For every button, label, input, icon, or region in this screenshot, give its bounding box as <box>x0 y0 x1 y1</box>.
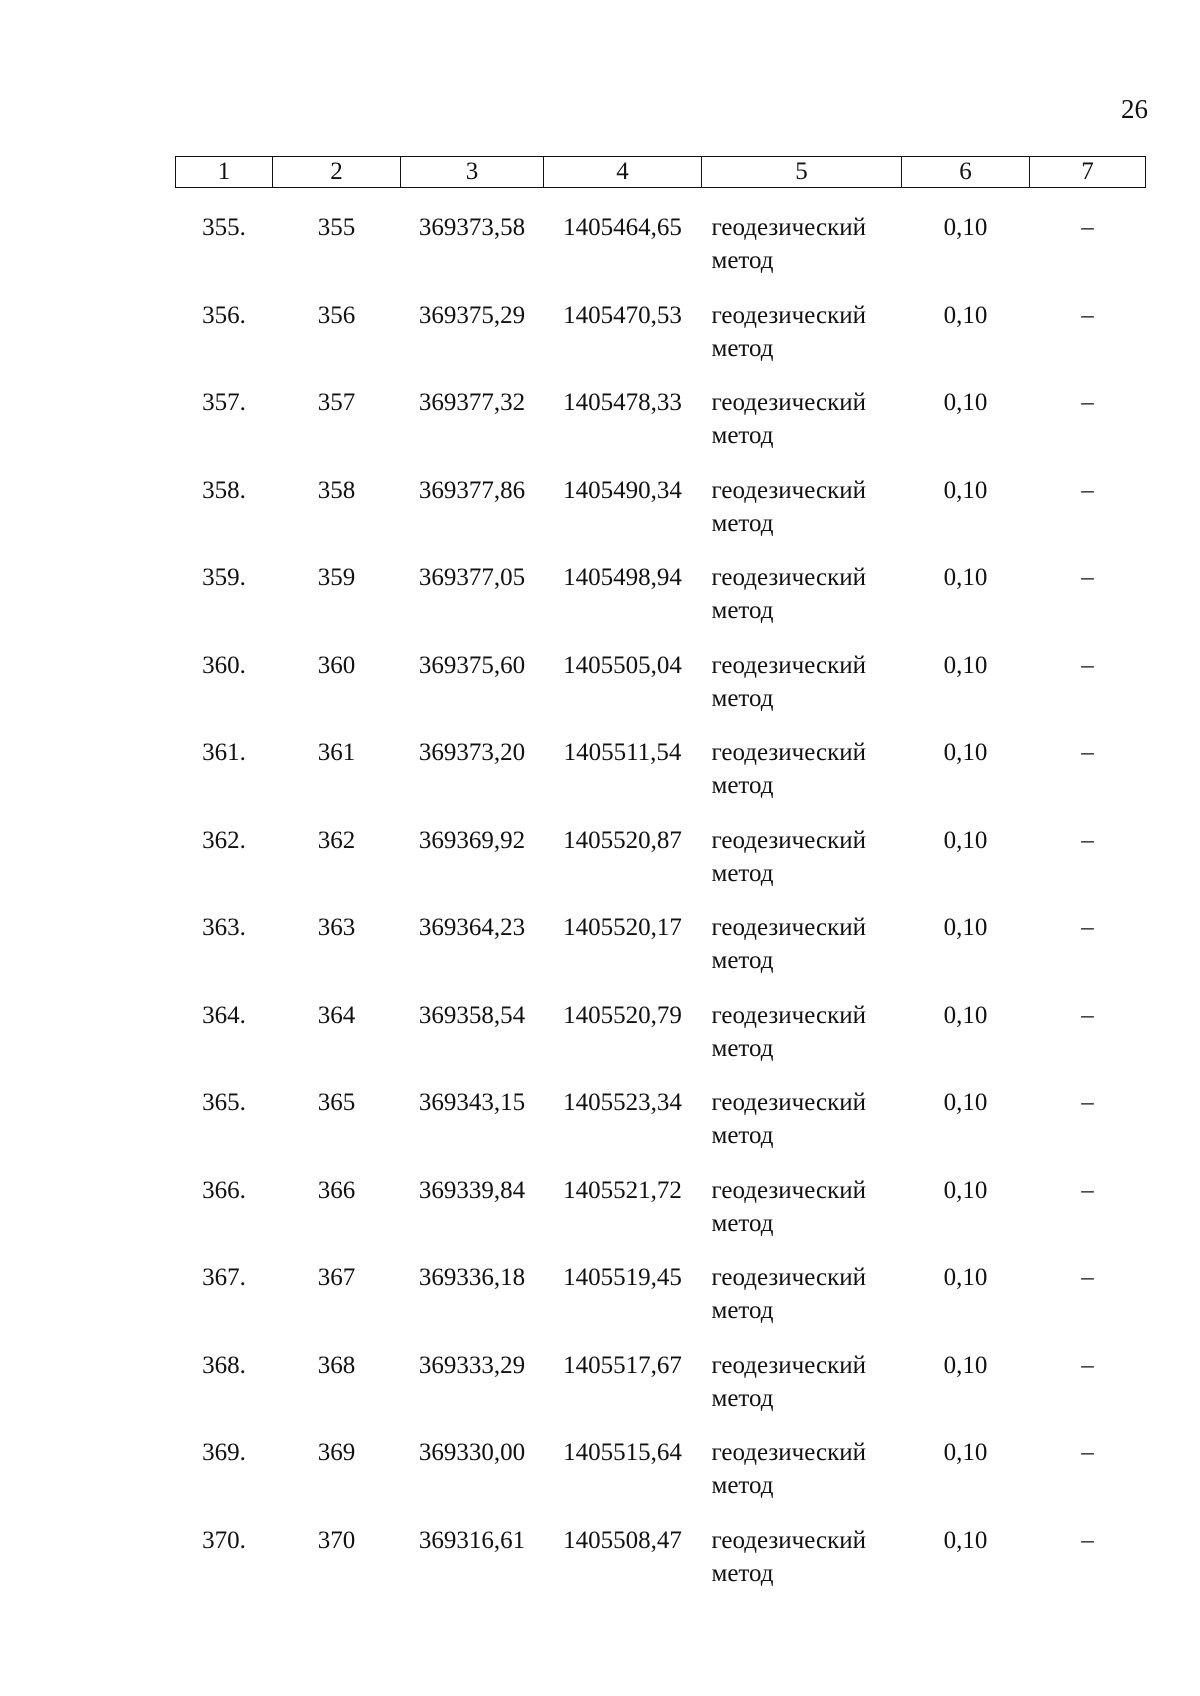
note: – <box>1081 1526 1094 1554</box>
point-number: 361 <box>317 739 356 766</box>
coordinate-y: 1405464,65 <box>563 214 682 241</box>
note: – <box>1081 1264 1094 1291</box>
coordinate-x-cell <box>401 824 544 912</box>
accuracy-cell <box>902 188 1030 299</box>
accuracy: 0,10 <box>943 214 988 241</box>
accuracy: 0,10 <box>943 1351 988 1379</box>
coordinate-y: 1405511,54 <box>563 739 682 766</box>
row-number-cell <box>176 386 273 474</box>
coordinate-x: 369333,29 <box>418 1351 526 1379</box>
point-number-cell <box>273 736 401 824</box>
accuracy-cell <box>902 474 1030 562</box>
point-number-cell <box>273 299 401 387</box>
method-line-1: геодезический <box>711 1264 866 1291</box>
row-number: 361. <box>202 739 246 766</box>
note: – <box>1081 389 1094 416</box>
row-number-cell <box>176 736 273 824</box>
row-number: 356. <box>202 301 246 329</box>
point-number: 370 <box>317 1526 356 1554</box>
point-number-cell <box>273 1436 401 1524</box>
coordinate-y-cell <box>544 561 702 649</box>
row-number: 359. <box>202 564 246 591</box>
table-row <box>176 386 1146 474</box>
method-cell <box>702 999 902 1087</box>
coordinate-x-cell <box>401 649 544 737</box>
accuracy: 0,10 <box>943 1089 988 1116</box>
coordinate-y-cell <box>544 824 702 912</box>
method-line-2: метод <box>711 1472 774 1499</box>
note-cell <box>1030 1261 1146 1349</box>
row-number: 370. <box>202 1526 246 1554</box>
method-line-1: геодезический <box>711 1176 866 1204</box>
table-row <box>176 1349 1146 1437</box>
method-line-1: геодезический <box>711 914 866 941</box>
accuracy: 0,10 <box>943 739 988 766</box>
header-cell-4: 4 <box>544 157 702 188</box>
row-number-cell <box>176 1086 273 1174</box>
coordinate-y: 1405508,47 <box>563 1526 682 1554</box>
coordinate-x-cell <box>401 1086 544 1174</box>
method-line-2: метод <box>711 1034 774 1062</box>
note-cell <box>1030 188 1146 299</box>
coordinate-y-cell <box>544 1174 702 1262</box>
coordinate-y: 1405478,33 <box>563 389 682 416</box>
note-cell <box>1030 824 1146 912</box>
method-cell <box>702 299 902 387</box>
accuracy-cell <box>902 1436 1030 1524</box>
row-number: 355. <box>202 214 246 241</box>
point-number-cell <box>273 188 401 299</box>
coordinate-y-cell <box>544 1261 702 1349</box>
note: – <box>1081 1089 1094 1116</box>
method-line-2: метод <box>711 947 774 974</box>
method-line-1: геодезический <box>711 1351 866 1379</box>
coordinate-x-cell <box>401 1436 544 1524</box>
accuracy: 0,10 <box>943 826 988 854</box>
point-number: 357 <box>317 389 356 416</box>
coordinate-y: 1405505,04 <box>563 651 682 679</box>
header-cell-6: 6 <box>902 157 1030 188</box>
coordinate-x-cell <box>401 561 544 649</box>
coordinate-y-cell <box>544 999 702 1087</box>
point-number-cell <box>273 1174 401 1262</box>
row-number-cell <box>176 824 273 912</box>
page-number: 26 <box>1121 94 1148 124</box>
method-line-2: метод <box>711 509 774 537</box>
note: – <box>1081 476 1094 504</box>
method-line-2: метод <box>711 684 774 712</box>
coordinate-x-cell <box>401 1261 544 1349</box>
table-row <box>176 824 1146 912</box>
note: – <box>1081 1351 1094 1379</box>
accuracy-cell <box>902 1349 1030 1437</box>
method-line-1: геодезический <box>711 214 866 241</box>
note-cell <box>1030 474 1146 562</box>
coordinate-x: 369377,32 <box>418 389 526 416</box>
point-number-cell <box>273 1349 401 1437</box>
point-number: 363 <box>317 914 356 941</box>
row-number-cell <box>176 1524 273 1612</box>
coordinate-x: 369336,18 <box>418 1264 526 1291</box>
note-cell <box>1030 299 1146 387</box>
accuracy-cell <box>902 1174 1030 1262</box>
coordinate-x-cell <box>401 474 544 562</box>
accuracy-cell <box>902 1261 1030 1349</box>
note: – <box>1081 214 1094 241</box>
row-number-cell <box>176 561 273 649</box>
point-number-cell <box>273 561 401 649</box>
point-number: 359 <box>317 564 356 591</box>
accuracy-cell <box>902 1524 1030 1612</box>
method-cell <box>702 188 902 299</box>
method-cell <box>702 736 902 824</box>
method-cell <box>702 1174 902 1262</box>
coordinate-x-cell <box>401 188 544 299</box>
accuracy: 0,10 <box>943 301 988 329</box>
coordinate-x: 369373,58 <box>418 214 526 241</box>
row-number: 357. <box>202 389 246 416</box>
point-number-cell <box>273 386 401 474</box>
coordinate-x-cell <box>401 911 544 999</box>
method-cell <box>702 1436 902 1524</box>
row-number-cell <box>176 1436 273 1524</box>
accuracy-cell <box>902 561 1030 649</box>
coordinate-y: 1405521,72 <box>563 1176 682 1204</box>
row-number-cell <box>176 188 273 299</box>
accuracy: 0,10 <box>943 1001 988 1029</box>
point-number: 360 <box>317 651 356 679</box>
coordinate-y-cell <box>544 1436 702 1524</box>
header-cell-1: 1 <box>176 157 273 188</box>
coordinate-x: 369343,15 <box>418 1089 526 1116</box>
coordinate-y: 1405520,87 <box>563 826 682 854</box>
point-number-cell <box>273 1524 401 1612</box>
method-cell <box>702 1349 902 1437</box>
method-line-1: геодезический <box>711 826 866 854</box>
header-row <box>176 157 1146 188</box>
method-line-1: геодезический <box>711 1001 866 1029</box>
note-cell <box>1030 649 1146 737</box>
coordinate-y: 1405517,67 <box>563 1351 682 1379</box>
point-number-cell <box>273 824 401 912</box>
method-line-1: геодезический <box>711 476 866 504</box>
table-row <box>176 736 1146 824</box>
note: – <box>1081 826 1094 854</box>
method-line-1: геодезический <box>711 564 866 591</box>
point-number: 364 <box>317 1001 356 1029</box>
coordinate-x: 369358,54 <box>418 1001 526 1029</box>
coordinate-x: 369377,05 <box>418 564 526 591</box>
method-line-2: метод <box>711 859 774 887</box>
method-line-2: метод <box>711 1122 774 1149</box>
coordinate-x-cell <box>401 1349 544 1437</box>
table-row <box>176 649 1146 737</box>
accuracy: 0,10 <box>943 914 988 941</box>
note-cell <box>1030 736 1146 824</box>
coordinate-y: 1405520,79 <box>563 1001 682 1029</box>
accuracy-cell <box>902 736 1030 824</box>
point-number: 358 <box>317 476 356 504</box>
point-number: 362 <box>317 826 356 854</box>
coordinate-y-cell <box>544 188 702 299</box>
coordinate-y-cell <box>544 911 702 999</box>
coordinate-x-cell <box>401 386 544 474</box>
point-number: 355 <box>317 214 356 241</box>
table-row <box>176 1436 1146 1524</box>
method-line-1: геодезический <box>711 739 866 766</box>
coordinate-x: 369339,84 <box>418 1176 526 1204</box>
point-number: 368 <box>317 1351 356 1379</box>
row-number-cell <box>176 649 273 737</box>
coordinate-y-cell <box>544 1349 702 1437</box>
table-row <box>176 1524 1146 1612</box>
method-line-2: метод <box>711 1297 774 1324</box>
accuracy-cell <box>902 299 1030 387</box>
accuracy: 0,10 <box>943 1264 988 1291</box>
row-number-cell <box>176 474 273 562</box>
table-row <box>176 1174 1146 1262</box>
table-header <box>176 157 1146 188</box>
coordinate-x: 369373,20 <box>418 739 526 766</box>
table-row <box>176 299 1146 387</box>
coordinate-y: 1405470,53 <box>563 301 682 329</box>
note: – <box>1081 914 1094 941</box>
note: – <box>1081 1439 1094 1466</box>
accuracy-cell <box>902 386 1030 474</box>
method-cell <box>702 386 902 474</box>
row-number: 363. <box>202 914 246 941</box>
method-line-1: геодезический <box>711 301 866 329</box>
row-number: 369. <box>202 1439 246 1466</box>
method-cell <box>702 474 902 562</box>
row-number: 360. <box>202 651 246 679</box>
method-line-2: метод <box>711 1384 774 1412</box>
coordinate-x-cell <box>401 1174 544 1262</box>
accuracy: 0,10 <box>943 476 988 504</box>
method-line-1: геодезический <box>711 651 866 679</box>
method-line-2: метод <box>711 334 774 362</box>
note-cell <box>1030 386 1146 474</box>
point-number: 356 <box>317 301 356 329</box>
coordinate-y: 1405490,34 <box>563 476 682 504</box>
note-cell <box>1030 911 1146 999</box>
coordinate-y-cell <box>544 299 702 387</box>
row-number-cell <box>176 1349 273 1437</box>
accuracy: 0,10 <box>943 1439 988 1466</box>
method-cell <box>702 824 902 912</box>
point-number-cell <box>273 911 401 999</box>
coordinates-table <box>175 156 1146 1611</box>
method-line-2: метод <box>711 1209 774 1237</box>
note: – <box>1081 651 1094 679</box>
coordinate-x: 369330,00 <box>418 1439 526 1466</box>
row-number: 366. <box>202 1176 246 1204</box>
point-number-cell <box>273 474 401 562</box>
table-row <box>176 999 1146 1087</box>
accuracy: 0,10 <box>943 389 988 416</box>
accuracy-cell <box>902 649 1030 737</box>
method-cell <box>702 561 902 649</box>
header-cell-2: 2 <box>273 157 401 188</box>
coordinate-x: 369316,61 <box>418 1526 526 1554</box>
note-cell <box>1030 561 1146 649</box>
row-number: 365. <box>202 1089 246 1116</box>
method-line-2: метод <box>711 422 774 449</box>
method-line-2: метод <box>711 597 774 624</box>
note-cell <box>1030 1349 1146 1437</box>
coordinate-y-cell <box>544 649 702 737</box>
note: – <box>1081 739 1094 766</box>
row-number: 367. <box>202 1264 246 1291</box>
table-row <box>176 1261 1146 1349</box>
coordinate-y: 1405515,64 <box>563 1439 682 1466</box>
point-number: 369 <box>317 1439 356 1466</box>
method-line-2: метод <box>711 772 774 799</box>
accuracy-cell <box>902 999 1030 1087</box>
table-row <box>176 561 1146 649</box>
method-cell <box>702 1261 902 1349</box>
row-number: 362. <box>202 826 246 854</box>
coordinate-x: 369377,86 <box>418 476 526 504</box>
note-cell <box>1030 1436 1146 1524</box>
method-line-1: геодезический <box>711 1089 866 1116</box>
coordinate-y-cell <box>544 736 702 824</box>
accuracy: 0,10 <box>943 651 988 679</box>
coordinate-y-cell <box>544 386 702 474</box>
accuracy: 0,10 <box>943 1526 988 1554</box>
row-number-cell <box>176 1261 273 1349</box>
table-row <box>176 474 1146 562</box>
row-number-cell <box>176 911 273 999</box>
row-number-cell <box>176 1174 273 1262</box>
header-cell-5: 5 <box>702 157 902 188</box>
coordinate-x: 369375,29 <box>418 301 526 329</box>
point-number-cell <box>273 999 401 1087</box>
accuracy-cell <box>902 824 1030 912</box>
row-number: 364. <box>202 1001 246 1029</box>
method-cell <box>702 649 902 737</box>
coordinate-y: 1405519,45 <box>563 1264 682 1291</box>
note: – <box>1081 1176 1094 1204</box>
table-row <box>176 1086 1146 1174</box>
header-cell-3: 3 <box>401 157 544 188</box>
method-cell <box>702 1524 902 1612</box>
row-number: 368. <box>202 1351 246 1379</box>
coordinate-x: 369375,60 <box>418 651 526 679</box>
coordinate-x: 369369,92 <box>418 826 526 854</box>
method-line-1: геодезический <box>711 389 866 416</box>
method-line-2: метод <box>711 247 774 274</box>
coordinate-x-cell <box>401 1524 544 1612</box>
coordinate-x-cell <box>401 299 544 387</box>
note-cell <box>1030 1086 1146 1174</box>
coordinate-y: 1405498,94 <box>563 564 682 591</box>
method-cell <box>702 911 902 999</box>
row-number-cell <box>176 999 273 1087</box>
method-line-2: метод <box>711 1559 774 1587</box>
coordinate-y-cell <box>544 474 702 562</box>
note-cell <box>1030 999 1146 1087</box>
point-number: 366 <box>317 1176 356 1204</box>
table-row <box>176 188 1146 299</box>
point-number-cell <box>273 1086 401 1174</box>
accuracy: 0,10 <box>943 564 988 591</box>
method-line-1: геодезический <box>711 1439 866 1466</box>
coordinate-y-cell <box>544 1524 702 1612</box>
row-number: 358. <box>202 476 246 504</box>
method-line-1: геодезический <box>711 1526 866 1554</box>
point-number: 367 <box>317 1264 356 1291</box>
row-number-cell <box>176 299 273 387</box>
point-number: 365 <box>317 1089 356 1116</box>
coordinate-y: 1405520,17 <box>563 914 682 941</box>
accuracy-cell <box>902 911 1030 999</box>
accuracy: 0,10 <box>943 1176 988 1204</box>
table-row <box>176 911 1146 999</box>
coordinate-x-cell <box>401 736 544 824</box>
note: – <box>1081 1001 1094 1029</box>
method-cell <box>702 1086 902 1174</box>
point-number-cell <box>273 1261 401 1349</box>
note-cell <box>1030 1524 1146 1612</box>
note: – <box>1081 301 1094 329</box>
header-cell-7: 7 <box>1030 157 1146 188</box>
coordinate-y: 1405523,34 <box>563 1089 682 1116</box>
coordinate-x-cell <box>401 999 544 1087</box>
note: – <box>1081 564 1094 591</box>
accuracy-cell <box>902 1086 1030 1174</box>
coordinate-y-cell <box>544 1086 702 1174</box>
note-cell <box>1030 1174 1146 1262</box>
table-body <box>176 188 1146 1612</box>
coordinate-x: 369364,23 <box>418 914 526 941</box>
point-number-cell <box>273 649 401 737</box>
